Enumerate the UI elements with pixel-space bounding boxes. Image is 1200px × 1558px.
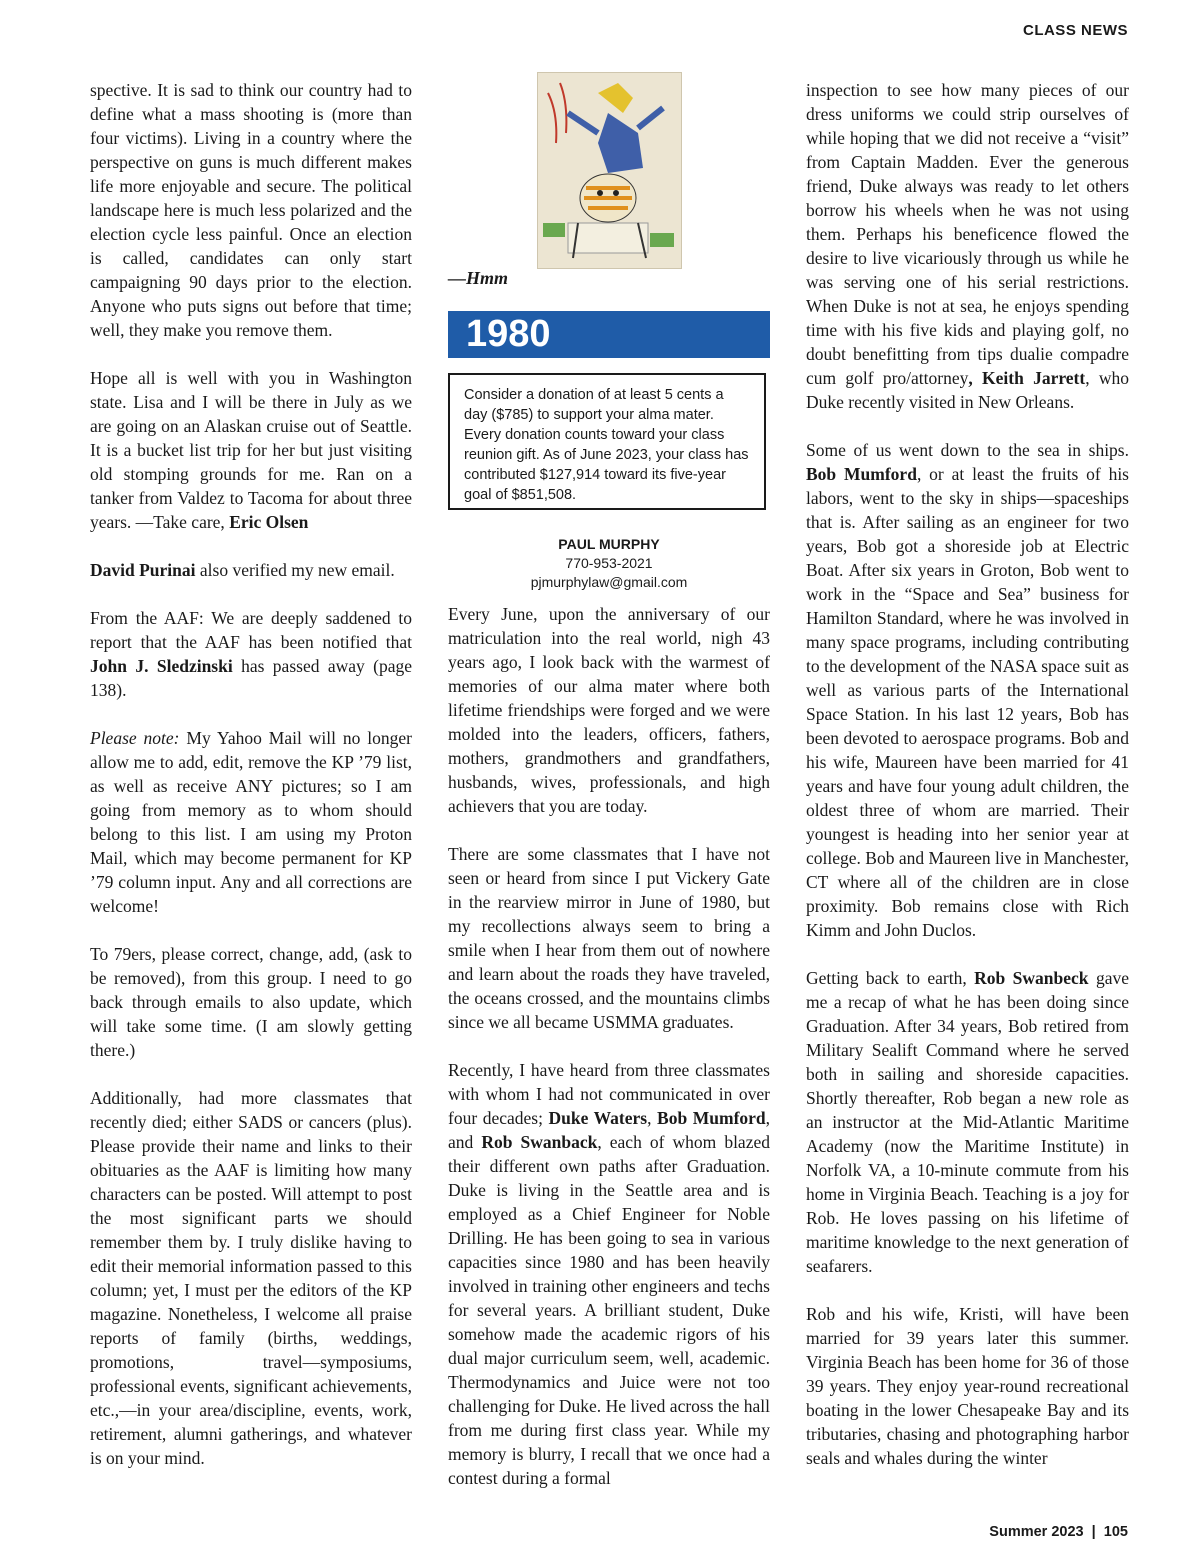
paragraph: Hope all is well with you in Washington state. Lisa and I will be there in July as we are going on an Alaskan cruise out of Seattle. It is a bucket list trip for her but just visiting old stomping grounds for me. Ran on a tanker from Valdez to Tacoma for about three years. —Take care, Eric Olsen	[90, 368, 412, 532]
correspondent-phone: 770-953-2021	[565, 555, 653, 571]
paragraph: From the AAF: We are deeply saddened to report that the AAF has been notified that John J. Sledzinski has passed away (page 138).	[90, 608, 412, 700]
paragraph: David Purinai also verified my new email.	[90, 560, 395, 580]
classmate-name: Duke Waters	[548, 1108, 648, 1128]
classmate-name: Eric Olsen	[229, 512, 309, 532]
column-right	[806, 78, 1129, 1494]
paragraph: spective. It is sad to think our country had to define what a mass shooting is (more than four victims). Living in a country where the perspective on guns is much different makes life more enjoyable and secure. The political landscape here is much less polarized and the election cycle less painful. Once an election is called, candidates can only start campaigning 90 days prior to the election. Anyone who puts signs out before that time; well, they make you remove them.	[90, 80, 412, 340]
column-middle	[448, 602, 770, 1514]
page-number: 105	[1103, 1524, 1128, 1540]
paragraph: Getting back to earth, Rob Swanbeck gave me a recap of what he has been doing since Graduation. After 34 years, Bob retired from Military Sealift Command where he served both in sailing and shoreside capacities. Shortly thereafter, Rob began a new role as an instructor at the Mid-Atlantic Maritime Academy (now the Maritime Institute) in Norfolk VA, a 10-minute commute from his home in Virginia Beach. Teaching is a joy for Rob. He loves passing on his lifetime of maritime knowledge to the next generation of seafarers.	[806, 968, 1129, 1276]
paragraph: Some of us went down to the sea in ships. Bob Mumford, or at least the fruits of his labors, went to the sky in ships—spaceships that is. After sailing as an engineer for two years, Bob got a shoreside job at Electric Boat. After six years in Groton, Bob went to work in the “Space and Sea” business for Hamilton Standard, where he was involved in many space programs, including contributing to the development of the NASA space suit as well as various parts of the International Space Station. In his last 12 years, Bob has been devoted to aerospace programs. Bob and his wife, Maureen have been married for 41 years and have four young adult children, the oldest three of whom are married. Their youngest is heading into her senior year at college. Bob and Maureen live in Manchester, CT where all of the children are in close proximity. Bob remains close with Rich Kimm and John Duclos.	[806, 440, 1129, 940]
paragraph: Please note: My Yahoo Mail will no longer allow me to add, edit, remove the KP ’79 list, as well as receive ANY pictures; so I am going from memory as to whom should belong to this list. I am using my Proton Mail, which may become permanent for KP ’79 column input. Any and all corrections are welcome!	[90, 728, 412, 916]
page-footer	[989, 1524, 1128, 1540]
class-year: 1980	[466, 313, 551, 355]
drawing-illustration	[538, 73, 681, 268]
paragraph: Every June, upon the anniversary of our matriculation into the real world, nigh 43 years ago, I look back with the warmest of memories of our alma mater where both lifetime friendships were forged and we were molded into the leaders, officers, fathers, mothers, grandmothers and grandfathers, husbands, wives, professionals, and high achievers that you are today.	[448, 604, 770, 816]
classmate-name: David Purinai	[90, 560, 196, 580]
footer-separator: |	[1091, 1524, 1096, 1540]
paragraph: Rob and his wife, Kristi, will have been married for 39 years later this summer. Virginia Beach has been home for 36 of those 39 years. They enjoy year-round recreational boating in the lower Chesapeake Bay and its tributaries, chasing and photographing harbor seals and whales during the winter	[806, 1304, 1129, 1468]
paragraph: To 79ers, please correct, change, add, (ask to be removed), from this group. I need to go back through emails to also update, which will take some time. (I am slowly getting there.)	[90, 944, 412, 1060]
classmate-name: Bob Mumford	[806, 464, 917, 484]
paragraph: Additionally, had more classmates that recently died; either SADS or cancers (plus). Please provide their name and links to their obituaries as the AAF is limiting how many characters can be posted. Will attempt to post the most significant parts we should remember them by. I truly dislike having to edit their memorial information passed to this column; yet, I must per the editors of the KP magazine. Nonetheless, I welcome all praise reports of family (births, weddings, promotions, travel—symposiums, professional events, significant achievements, etc.,—in your area/discipline, events, work, retirement, alumni gatherings, and whatever is on your mind.	[90, 1088, 412, 1468]
classmate-name: John J. Sledzinski	[90, 656, 233, 676]
image-caption: —Hmm	[448, 268, 509, 288]
class-correspondent	[448, 535, 770, 592]
paragraph: There are some classmates that I have not seen or heard from since I put Vickery Gate in the rearview mirror in June of 1980, but my recollections always seem to bring a smile when I hear from them out of nowhere and learn about the roads they have traveled, the oceans crossed, and the mountains climbs since we all became USMMA graduates.	[448, 844, 770, 1032]
classmate-name: Rob Swanbeck	[974, 968, 1089, 988]
section-header: CLASS NEWS	[1022, 22, 1128, 39]
issue-label: Summer 2023	[989, 1524, 1084, 1540]
classmate-name: Rob Swanback	[481, 1132, 598, 1152]
classmate-name: , Keith Jarrett	[968, 368, 1086, 388]
donation-box: Consider a donation of at least 5 cents a day ($785) to support your alma mater. Every donation counts toward your class reunion gift. As of June 2023, your class has contributed $127,914 toward its five-year goal of $851,508.	[448, 373, 766, 510]
paragraph: inspection to see how many pieces of our dress uniforms we could strip ourselves of while hoping that we did not receive a “visit” from Captain Madden. Ever the generous friend, Duke always was ready to let others borrow his wheels when he was not using them. Perhaps his beneficence flowed the desire to live vicariously through us while he was serving one of his serial restrictions. When Duke is not at sea, he enjoys spending time with his five kids and playing golf, no doubt benefitting from tips dualie compadre cum golf pro/attorney, Keith Jarrett, who Duke recently visited in New Orleans.	[806, 80, 1129, 412]
correspondent-email[interactable]: pjmurphylaw@gmail.com	[530, 574, 688, 590]
correspondent-name: PAUL MURPHY	[558, 536, 660, 552]
paragraph: Recently, I have heard from three classmates with whom I had not communicated in over four decades; Duke Waters, Bob Mumford, and Rob Swanback, each of whom blazed their different own paths after Graduation. Duke is living in the Seattle area and is employed as a Chief Engineer for Noble Drilling. He has been going to sea in various capacities since 1980 and has been heavily involved in training other engineers and techs for several years. A brilliant student, Duke somehow made the academic rigors of his dual major curriculum seem, well, academic. Thermodynamics and Juice were not too challenging for Duke. He lived across the hall from me during first class year. While my memory is blurry, I recall that we once had a contest during a formal	[448, 1060, 771, 1488]
drawing-image	[537, 72, 682, 269]
column-left	[90, 78, 412, 1494]
class-year-banner	[448, 311, 770, 358]
classmate-name: Bob Mumford	[657, 1108, 766, 1128]
